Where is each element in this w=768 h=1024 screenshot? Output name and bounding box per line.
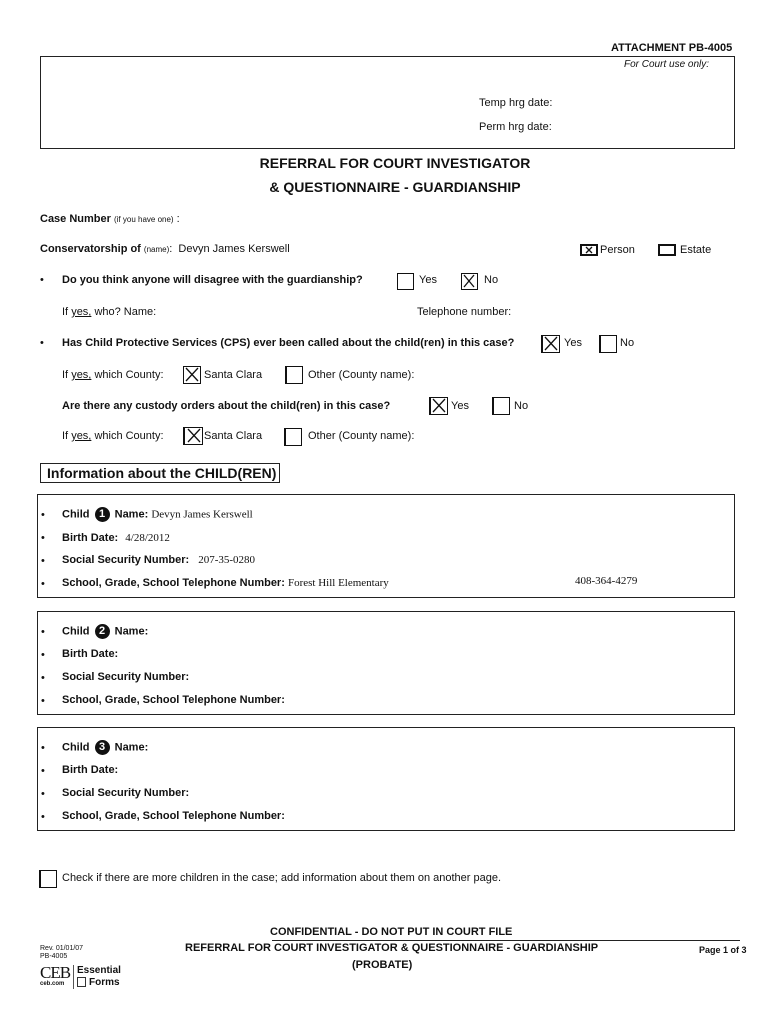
bullet: • <box>41 626 45 638</box>
bullet: • <box>41 742 45 754</box>
q3-no-label: No <box>514 400 529 412</box>
more-children-label: Check if there are more children in the case; add information about them on another page. <box>62 872 502 884</box>
child-number-badge: 2 <box>95 624 110 639</box>
q3-santa-clara-checkbox[interactable] <box>183 427 203 445</box>
footer-probate: (PROBATE) <box>352 959 413 971</box>
ssn-label: Social Security Number: <box>62 787 190 799</box>
q1-who-label: who? Name: <box>94 306 157 318</box>
child-number-badge: 1 <box>95 507 110 522</box>
person-checkbox[interactable] <box>580 244 598 256</box>
court-use-box <box>40 56 735 149</box>
school-label: School, Grade, School Telephone Number: <box>62 577 285 589</box>
footer-page: Page 1 of 3 <box>699 945 747 955</box>
q3-if-prefix: If <box>62 430 69 442</box>
q3-no-checkbox[interactable] <box>492 397 510 415</box>
child-1-birth-row <box>62 532 170 544</box>
q3-yes-checkbox[interactable] <box>429 397 448 415</box>
q1-yes-label: Yes <box>419 274 437 286</box>
bullet: • <box>40 274 44 286</box>
birth-label: Birth Date: <box>62 648 119 660</box>
ssn-label: Social Security Number: <box>62 554 190 566</box>
case-number-hint: (if you have one) <box>113 215 174 224</box>
estate-label: Estate <box>680 244 712 256</box>
q1-question: Do you think anyone will disagree with the guardianship? <box>62 274 363 286</box>
case-number-row <box>40 213 180 225</box>
q2-yes-label: Yes <box>564 337 582 349</box>
name-label: Name: <box>114 508 149 521</box>
child-3-name-row <box>62 740 148 755</box>
child-label: Child <box>62 625 90 638</box>
q1-yes-checkbox[interactable] <box>397 273 414 290</box>
bullet: • <box>41 509 45 521</box>
birth-label: Birth Date: <box>62 532 119 544</box>
court-use-label: For Court use only: <box>624 59 710 70</box>
person-label: Person <box>600 244 635 256</box>
footer-title: REFERRAL FOR COURT INVESTIGATOR & QUESTIONNAIRE - GUARDIANSHIP <box>185 942 599 954</box>
q2-if-yes: yes, <box>71 369 92 381</box>
temp-hrg-label: Temp hrg date: <box>479 97 553 109</box>
q1-telephone-label: Telephone number: <box>417 306 512 318</box>
q2-county-row <box>62 369 164 381</box>
perm-hrg-label: Perm hrg date: <box>479 121 552 133</box>
q3-question: Are there any custody orders about the child(ren) in this case? <box>62 400 391 412</box>
child-2-box <box>37 611 735 715</box>
form-title-line1: REFERRAL FOR COURT INVESTIGATOR <box>259 155 531 171</box>
form-title-line2: & QUESTIONNAIRE - GUARDIANSHIP <box>269 179 521 195</box>
attachment-label: ATTACHMENT PB-4005 <box>611 42 733 54</box>
q1-if-yes-row <box>62 306 156 318</box>
bullet: • <box>41 788 45 800</box>
child-3-box <box>37 727 735 831</box>
child-1-name-row <box>62 507 253 522</box>
q3-county-row <box>62 430 164 442</box>
footer-revision <box>40 945 83 961</box>
footer-confidential: CONFIDENTIAL - DO NOT PUT IN COURT FILE <box>270 926 513 938</box>
child-1-ssn-value: 207-35-0280 <box>198 554 256 566</box>
child-1-school-row <box>62 577 389 589</box>
conservatorship-label: Conservatorship of <box>40 243 141 255</box>
ssn-label: Social Security Number: <box>62 671 190 683</box>
logo-divider <box>73 965 74 989</box>
q2-other-checkbox[interactable] <box>285 366 303 384</box>
bullet: • <box>41 765 45 777</box>
bullet: • <box>41 532 45 544</box>
q3-other-checkbox[interactable] <box>284 428 302 446</box>
school-label: School, Grade, School Telephone Number: <box>62 810 285 822</box>
more-children-checkbox[interactable] <box>39 870 57 888</box>
conservatorship-name: Devyn James Kerswell <box>178 243 290 255</box>
q1-no-checkbox[interactable] <box>461 273 478 290</box>
footer-rev: Rev. 01/01/07 <box>40 945 84 952</box>
q2-santa-clara-checkbox[interactable] <box>183 366 201 384</box>
q1-if-prefix: If <box>62 306 69 318</box>
q2-santa-clara-label: Santa Clara <box>204 369 263 381</box>
bullet: • <box>41 578 45 590</box>
q3-yes-label: Yes <box>451 400 469 412</box>
essential-text: Essential <box>77 965 121 976</box>
bullet: • <box>41 811 45 823</box>
child-1-ssn-row <box>62 554 255 566</box>
footer-divider <box>272 940 740 941</box>
child-1-box <box>37 494 735 598</box>
child-label: Child <box>62 741 90 754</box>
conservatorship-hint: (name) <box>143 245 170 254</box>
q1-no-label: No <box>484 274 499 286</box>
q3-santa-clara-label: Santa Clara <box>204 430 263 442</box>
q1-if-yes: yes, <box>71 306 92 318</box>
q2-if-prefix: If <box>62 369 69 381</box>
child-number-badge: 3 <box>95 740 110 755</box>
q2-other-label: Other (County name): <box>308 369 415 381</box>
bullet: • <box>41 695 45 707</box>
name-label: Name: <box>114 741 149 754</box>
child-1-birth-value: 4/28/2012 <box>125 532 170 544</box>
case-number-label: Case Number <box>40 213 111 225</box>
child-1-school-value: Forest Hill Elementary <box>287 577 389 589</box>
name-label: Name: <box>114 625 149 638</box>
footer-form-id: PB-4005 <box>40 953 68 960</box>
bullet: • <box>41 555 45 567</box>
q2-question: Has Child Protective Services (CPS) ever been called about the child(ren) in this case? <box>62 337 515 349</box>
q2-no-checkbox[interactable] <box>599 335 617 353</box>
child-1-name-value: Devyn James Kerswell <box>151 508 253 521</box>
estate-checkbox[interactable] <box>658 244 676 256</box>
q2-no-label: No <box>620 337 635 349</box>
bullet: • <box>41 672 45 684</box>
forms-text: Forms <box>89 977 120 988</box>
q2-yes-checkbox[interactable] <box>541 335 560 353</box>
child-label: Child <box>62 508 90 521</box>
child-1-school-phone: 408-364-4279 <box>575 575 638 587</box>
q3-county-label: which County: <box>94 430 164 442</box>
child-2-name-row <box>62 624 148 639</box>
ceb-site: ceb.com <box>40 981 65 987</box>
children-section-label: Information about the CHILD(REN) <box>40 463 280 483</box>
forms-icon <box>77 977 86 987</box>
ceb-essential-forms-logo <box>40 963 130 991</box>
q2-county-label: which County: <box>94 369 164 381</box>
conservatorship-colon: : <box>169 243 173 255</box>
bullet: • <box>40 337 44 349</box>
bullet: • <box>41 649 45 661</box>
birth-label: Birth Date: <box>62 764 119 776</box>
case-number-colon: : <box>176 213 180 225</box>
ceb-logo-text: CEB <box>40 963 71 982</box>
q3-if-yes: yes, <box>71 430 92 442</box>
school-label: School, Grade, School Telephone Number: <box>62 694 285 706</box>
conservatorship-row <box>40 243 290 255</box>
q3-other-label: Other (County name): <box>308 430 415 442</box>
